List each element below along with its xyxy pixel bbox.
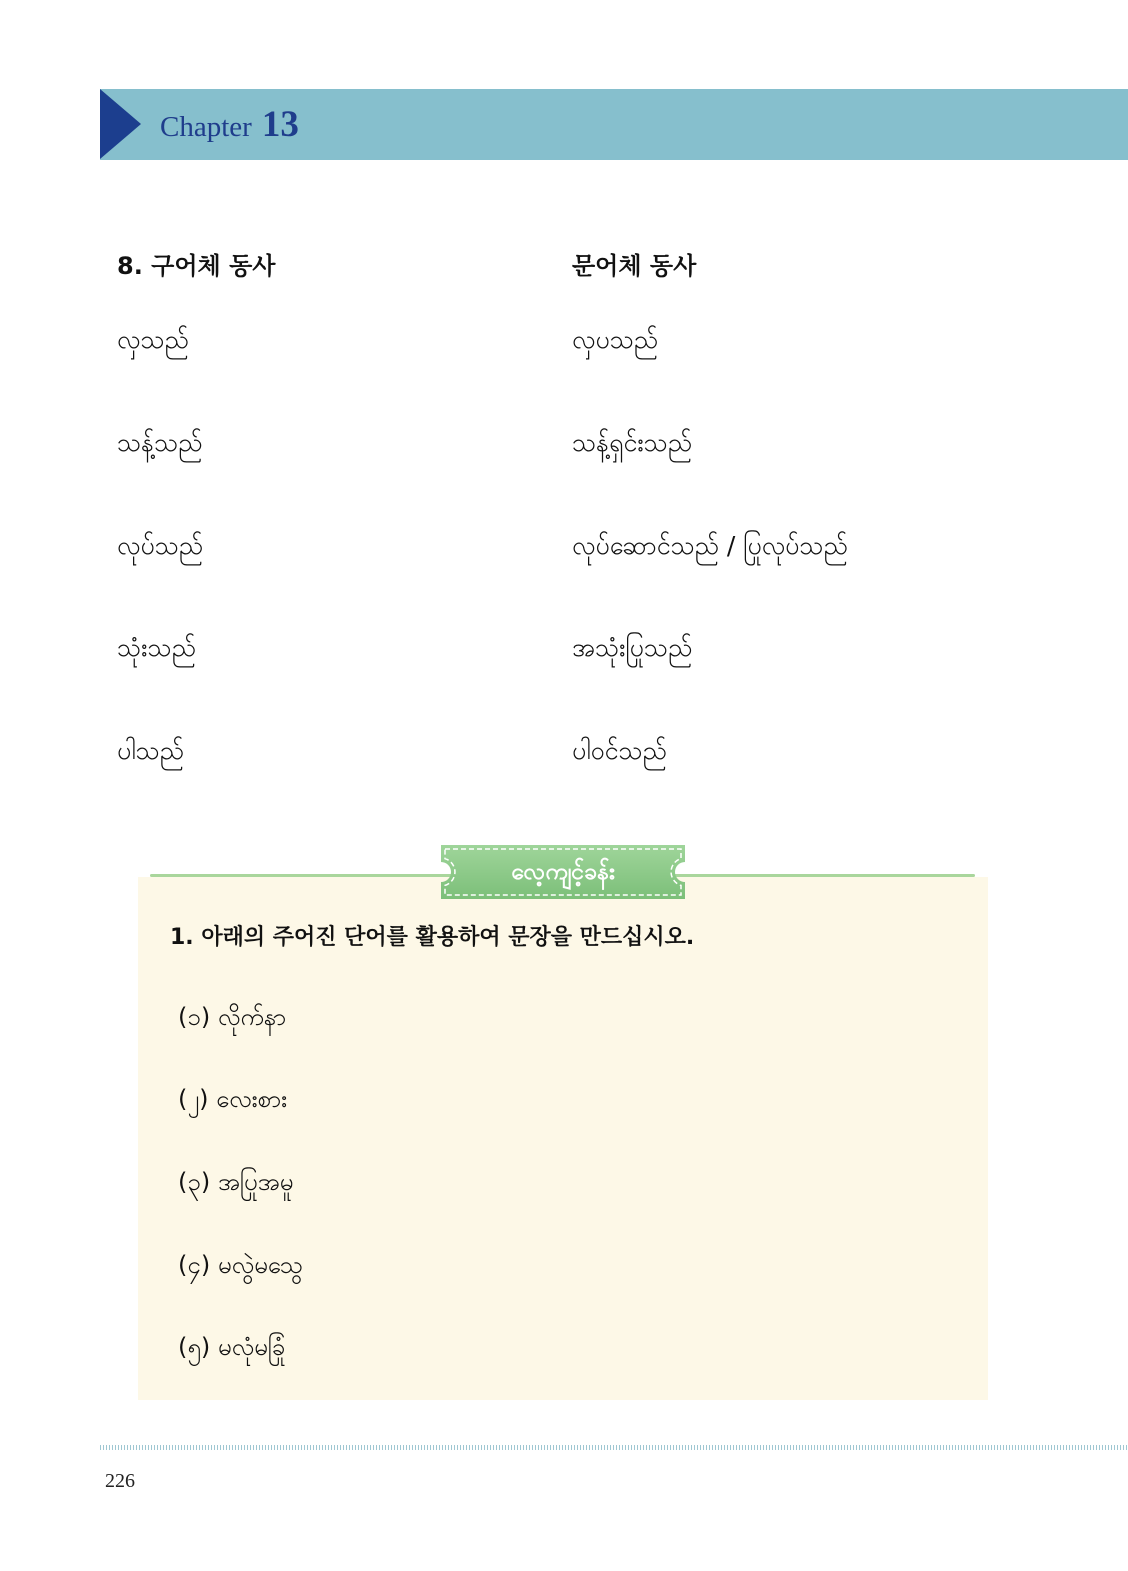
spoken-verb: လှသည် [117,325,189,354]
exercise-box [138,877,988,1400]
verb-row [0,526,1128,566]
exercise-item: (၁) လိုက်နာ [178,1003,287,1031]
chapter-label: Chapter [160,111,252,143]
chapter-arrow-icon [100,89,141,159]
exercise-question: 1. 아래의 주어진 단어를 활용하여 문장을 만드십시오. [170,925,695,950]
exercise-item: (၃) အပြုအမူ [178,1168,294,1196]
spoken-verb: ပါသည် [117,736,184,765]
written-verb: အသုံးပြုသည် [572,633,693,662]
footer-dotted-line [100,1445,1128,1450]
spoken-verb: လုပ်သည် [117,531,204,560]
exercise-item: (၂) လေးစား [178,1085,288,1113]
verb-row [0,731,1128,771]
verb-row [0,320,1128,360]
spoken-verb: သုံးသည် [117,633,196,662]
spoken-verb: သန့်သည် [117,428,203,457]
exercise-item: (၅) မလုံမခြုံ [178,1333,286,1361]
written-verb: လုပ်ဆောင်သည် / ပြုလုပ်သည် [572,531,848,560]
page-number: 226 [105,1470,135,1492]
written-verb: ပါဝင်သည် [572,736,667,765]
chapter-number: 13 [261,104,299,145]
written-verb: လှပသည် [572,325,659,354]
exercise-item: (၄) မလွဲမသွေ [178,1251,304,1279]
exercise-tag-label: လေ့ကျင့်ခန်း [511,859,615,885]
written-verb: သန့်ရှင်းသည် [572,428,693,457]
exercise-tag [441,845,685,899]
spoken-verbs-heading: 8. 구어체 동사 [117,252,276,280]
written-verbs-heading: 문어체 동사 [572,252,697,280]
verb-row [0,423,1128,463]
chapter-title [160,100,299,150]
verb-row [0,628,1128,668]
